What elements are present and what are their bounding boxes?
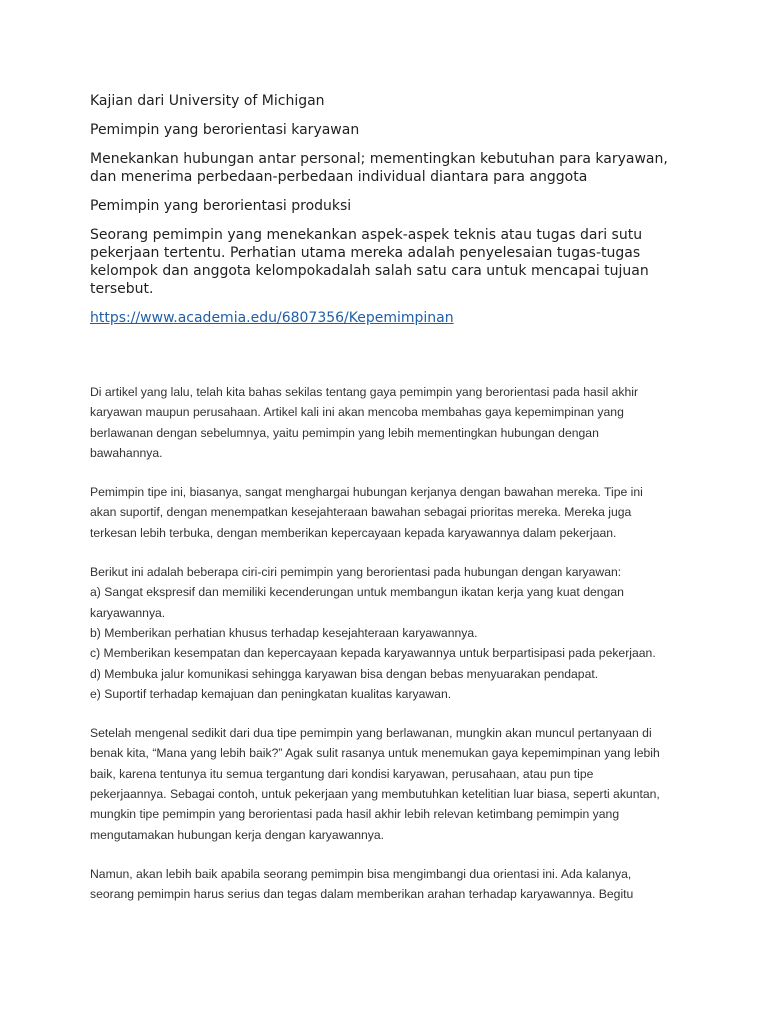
text-line: tersebut. (90, 281, 154, 297)
subheading-production-oriented: Pemimpin yang berorientasi produksi (90, 198, 352, 214)
article-paragraph-3 (90, 562, 690, 704)
text-line: dan menerima perbedaan-perbedaan individual diantara para anggota (90, 169, 588, 185)
list-item: b) Memberikan perhatian khusus terhadap kesejahteraan karyawannya. (90, 625, 478, 640)
list-item-continuation: karyawannya. (90, 605, 166, 620)
text-line: baik, karena tentunya itu semua tergantung dari kondisi karyawan, perusahaan, atau pun tipe (90, 766, 594, 781)
subheading-employee-oriented: Pemimpin yang berorientasi karyawan (90, 122, 360, 138)
text-line: akan suportif, dengan menempatkan kesejahteraan bawahan sebagai prioritas mereka. Mereka juga (90, 505, 632, 520)
text-line: pekerjaannya. Sebagai contoh, untuk pekerjaan yang membutuhkan ketelitian luar biasa, seperti akuntan, (90, 787, 660, 802)
text-line: Setelah mengenal sedikit dari dua tipe pemimpin yang berlawanan, mungkin akan muncul pertanyaan di (90, 726, 652, 741)
article-paragraph-4 (90, 723, 690, 845)
text-line: Di artikel yang lalu, telah kita bahas sekilas tentang gaya pemimpin yang berorientasi pada hasil akhir (90, 385, 639, 399)
list-item: c) Memberikan kesempatan dan kepercayaan kepada karyawannya untuk berpartisipasi pada pekerjaan. (90, 646, 656, 661)
heading: Kajian dari University of Michigan (90, 93, 325, 109)
article-section (90, 382, 690, 924)
text-line: pekerjaan tertentu. Perhatian utama mereka adalah penyelesaian tugas-tugas (90, 245, 641, 261)
text-line: mungkin tipe pemimpin yang berorientasi pada hasil akhir lebih relevan ketimbang pemimpin yang (90, 807, 620, 822)
text-line: Namun, akan lebih baik apabila seorang pemimpin bisa mengimbangi dua orientasi ini. Ada kalanya, (90, 866, 632, 881)
text-line: terkesan lebih terbuka, dengan memberikan kepercayaan kepada karyawannya dalam pekerjaan. (90, 525, 617, 540)
text-line: Berikut ini adalah beberapa ciri-ciri pemimpin yang berorientasi pada hubungan dengan karyawan: (90, 565, 622, 580)
text-line: bawahannya. (90, 445, 163, 460)
list-item: d) Membuka jalur komunikasi sehingga karyawan bisa dengan bebas menyuarakan pendapat. (90, 666, 599, 681)
text-line: Pemimpin tipe ini, biasanya, sangat menghargai hubungan kerjanya dengan bawahan mereka. Tipe ini (90, 485, 643, 500)
article-paragraph-2 (90, 482, 690, 543)
text-line: kelompok dan anggota kelompokadalah salah satu cara untuk mencapai tujuan (90, 263, 649, 279)
list-item: a) Sangat ekspresif dan memiliki kecenderungan untuk membangun ikatan kerja yang kuat dengan (90, 585, 624, 600)
text-line: berlawanan dengan sebelumnya, yaitu pemimpin yang lebih mementingkan hubungan dengan (90, 425, 599, 440)
source-link[interactable]: https://www.academia.edu/6807356/Kepemimpinan (90, 310, 454, 326)
paragraph-employee-oriented (90, 150, 690, 186)
text-line: mengutamakan hubungan kerja dengan karyawannya. (90, 827, 385, 842)
text-line: seorang pemimpin harus serius dan tegas dalam memberikan arahan terhadap karyawannya. Begitu (90, 887, 634, 902)
text-line: Seorang pemimpin yang menekankan aspek-aspek teknis atau tugas dari sutu (90, 227, 643, 243)
text-line: benak kita, “Mana yang lebih baik?” Agak sulit rasanya untuk menemukan gaya kepemimpinan yang lebih (90, 746, 660, 761)
text-line: Menekankan hubungan antar personal; mementingkan kebutuhan para karyawan, (90, 151, 668, 167)
notes-section (90, 92, 690, 338)
article-paragraph-1 (90, 382, 690, 463)
text-line: karyawan maupun perusahaan. Artikel kali ini akan mencoba membahas gaya kepemimpinan yang (90, 405, 624, 420)
list-item: e) Suportif terhadap kemajuan dan peningkatan kualitas karyawan. (90, 686, 452, 701)
paragraph-production-oriented (90, 226, 690, 298)
article-paragraph-5 (90, 864, 690, 905)
